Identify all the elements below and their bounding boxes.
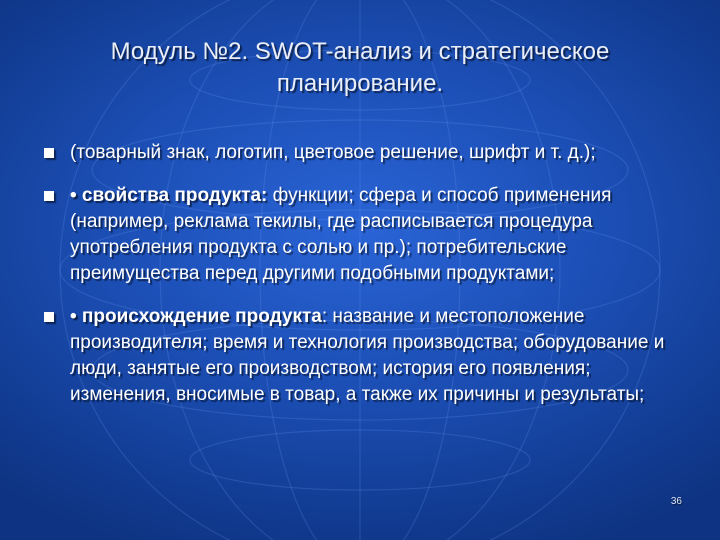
title-line-2: планирование. (276, 70, 444, 97)
square-bullet-icon (44, 191, 54, 201)
bullet-list (44, 140, 684, 425)
bullet-text: функции; сфера и способ применения (например, реклама текилы, где расписывается процедура употребления продукта с солью и пр.); потребительские преимущества перед другими подобными продуктами; (70, 185, 612, 284)
bullet-bold-text: • свойства продукта: (70, 185, 273, 206)
slide-title (40, 36, 680, 100)
title-line-1: Модуль №2. SWOT-анализ и стратегическое (110, 38, 610, 65)
page-number: 36 (670, 496, 682, 507)
bullet-text: : название и местоположение производителя; время и технология производства; оборудование и люди, занятые его производством; история его появления; изменения, вносимые в товар, а также их причины и результаты; (70, 306, 665, 405)
square-bullet-icon (44, 148, 54, 158)
bullet-bold-text: • происхождение продукта (70, 306, 322, 327)
bullet-item (44, 140, 684, 166)
bullet-item (44, 183, 684, 287)
bullet-item (44, 304, 684, 408)
square-bullet-icon (44, 312, 54, 322)
bullet-text: (товарный знак, логотип, цветовое решение, шрифт и т. д.); (70, 142, 596, 163)
